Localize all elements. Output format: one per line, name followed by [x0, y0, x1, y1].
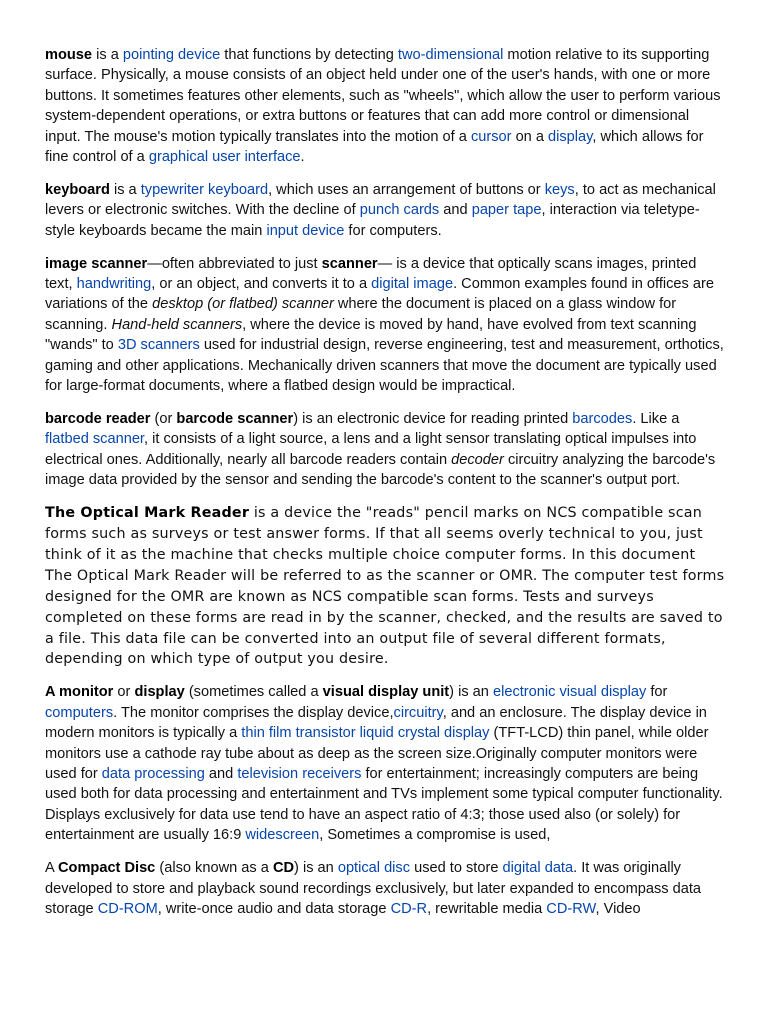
text-run: used to store [410, 860, 503, 877]
link-circuitry[interactable]: circuitry [393, 704, 443, 721]
link-display[interactable]: display [548, 128, 593, 145]
link-punch-cards[interactable]: punch cards [359, 202, 440, 219]
text-run: . Like a [632, 411, 680, 427]
text-run: , where the device is moved by hand, have evolved from text scanning "wands" to [45, 316, 697, 354]
text-run: where the document is placed on a glass window for scanning. [45, 296, 677, 333]
link-cursor[interactable]: cursor [470, 128, 512, 145]
term-bold: visual display unit [322, 684, 450, 701]
text-run: , to act as mechanical levers or electronic switches. With the decline of [45, 181, 716, 219]
text-run: (also known as a [155, 860, 273, 877]
link-cd-rom[interactable]: CD-ROM [97, 900, 158, 917]
term-bold: image scanner [45, 255, 148, 272]
text-run: (TFT-LCD) thin panel, while older monitors use a cathode ray tube about as deep as the screen size.Originally computer monitors were used for [45, 725, 709, 782]
link-digital-image[interactable]: digital image [371, 276, 454, 293]
term-bold: A monitor [45, 684, 114, 701]
link-computers[interactable]: computers [45, 704, 114, 721]
link-data-processing[interactable]: data processing [101, 766, 205, 782]
text-run: . It was originally developed to store and playback sound recordings exclusively, but later expanded to encompass data storage [45, 860, 702, 917]
link-typewriter-keyboard[interactable]: typewriter keyboard [140, 181, 269, 198]
text-run: that functions by detecting [220, 47, 398, 63]
text-run: ) is an [449, 684, 493, 701]
text-run: . [300, 149, 305, 166]
link-keys[interactable]: keys [544, 181, 575, 198]
term-italic: desktop (or flatbed) scanner [152, 296, 334, 313]
link-electronic-visual-display[interactable]: electronic visual display [492, 684, 647, 701]
text-run: , which uses an arrangement of buttons or [268, 181, 545, 198]
term-bold: barcode scanner [176, 411, 294, 427]
link-paper-tape[interactable]: paper tape [471, 202, 542, 219]
paragraph-keyboard [45, 180, 725, 241]
paragraph-monitor [45, 682, 725, 845]
text-run: and [439, 202, 472, 219]
text-run: motion relative to its supporting surface. Physically, a mouse consists of an object held under one of the user's hands, with one or more buttons. It sometimes features other elements, such as "wheels", which allow the user to perform various system-dependent operations, or extra buttons or features that can add more control or dimensional input. The mouse's motion typically translates into the motion of a [45, 47, 721, 145]
text-run: used for industrial design, reverse engineering, test and measurement, orthotics, gaming and other applications. Mechanically driven scanners that move the document are typically used for large-format documents, where a flatbed design would be impractical. [45, 337, 724, 395]
link-handwriting[interactable]: handwriting [76, 276, 152, 293]
text-run: is a [109, 181, 141, 198]
link-widescreen[interactable]: widescreen [245, 827, 320, 844]
text-run: , and an enclosure. The display device in modern monitors is typically a [45, 704, 707, 742]
text-run: , Sometimes a compromise is used, [319, 827, 551, 844]
link-graphical-user-interface[interactable]: graphical user interface [148, 149, 301, 166]
term-bold: display [134, 684, 185, 701]
term-bold: keyboard [45, 181, 110, 198]
link-input-device[interactable]: input device [266, 222, 345, 239]
paragraph-mouse [45, 45, 725, 167]
text-run: or [113, 684, 135, 701]
term-bold: scanner [321, 255, 378, 272]
text-run: — is a device that optically scans images, printed text, [45, 255, 697, 293]
term-bold: barcode reader [45, 411, 151, 427]
text-run: on a [511, 128, 549, 145]
paragraph-barcode-reader [45, 409, 725, 491]
text-run: for computers. [344, 222, 442, 239]
paragraph-image-scanner [45, 254, 725, 397]
paragraph-compact-disc [45, 858, 725, 919]
link-television-receivers[interactable]: television receivers [237, 766, 362, 782]
link-optical-disc[interactable]: optical disc [337, 860, 411, 877]
text-run: . The monitor comprises the display device, [113, 704, 394, 721]
link-barcodes[interactable]: barcodes [572, 411, 633, 427]
text-run: (sometimes called a [184, 684, 323, 701]
link-3d-scanners[interactable]: 3D scanners [117, 337, 200, 354]
text-run: is a device the "reads" pencil marks on NCS compatible scan forms such as surveys or test answer forms. If that all seems overly technical to you, just think of it as the machine that checks multiple choice computer forms. In this document The Optical Mark Reader will be referred to as the scanner or OMR. The computer test forms designed for the OMR are known as NCS compatible scan forms. Tests and surveys completed on these forms are read in by the scanner, checked, and the results are saved to a file. This data file can be converted into an output file of several different formats, depending on which type of output you desire. [45, 505, 725, 668]
text-run: , rewritable media [427, 900, 547, 917]
text-run: , or an object, and converts it to a [151, 276, 372, 293]
term-italic: decoder [451, 451, 504, 468]
paragraph-optical-mark-reader [45, 503, 725, 670]
link-cd-r[interactable]: CD-R [390, 900, 428, 917]
text-run: ) is an [294, 860, 338, 877]
text-run: , interaction via teletype-style keyboards became the main [45, 202, 700, 239]
text-run: for entertainment; increasingly computers are being used both for data processing and entertainment and TVs implement some typical computer functionality. Displays exclusively for data use tend to have an aspect ratio of 4:3; those used also (or solely) for entertainment are usually 16:9 [45, 766, 723, 844]
term-italic: Hand-held scanners [111, 316, 243, 333]
text-run: , write-once audio and data storage [157, 900, 391, 917]
text-run: ) is an electronic device for reading printed [293, 411, 573, 427]
term-bold: Compact Disc [57, 860, 156, 877]
text-run: and [204, 766, 238, 782]
text-run: (or [150, 411, 177, 427]
link-pointing-device[interactable]: pointing device [122, 47, 221, 63]
text-run: —often abbreviated to just [147, 255, 322, 272]
text-run: . Common examples found in offices are variations of the [45, 276, 714, 313]
link-thin-film-transistor-liquid-crystal-display[interactable]: thin film transistor liquid crystal display [241, 725, 490, 742]
link-two-dimensional[interactable]: two-dimensional [397, 47, 504, 63]
text-run: for [646, 684, 668, 701]
link-flatbed-scanner[interactable]: flatbed scanner [45, 431, 144, 448]
text-run: , which allows for fine control of a [45, 128, 704, 166]
document-page [45, 45, 725, 932]
text-run: , Video [595, 900, 641, 917]
term-bold: CD [272, 860, 295, 877]
text-run: A [45, 860, 58, 877]
link-cd-rw[interactable]: CD-RW [546, 900, 596, 917]
term-bold: mouse [45, 47, 93, 63]
link-digital-data[interactable]: digital data [502, 860, 574, 877]
text-run: circuitry analyzing the barcode's image data provided by the sensor and sending the barcode's content to the scanner's output port. [45, 451, 716, 489]
text-run: , it consists of a light source, a lens and a light sensor translating optical impulses into electrical ones. Additionally, nearly all barcode readers contain [45, 431, 697, 468]
text-run: is a [92, 47, 123, 63]
term-bold: The Optical Mark Reader [45, 505, 250, 522]
